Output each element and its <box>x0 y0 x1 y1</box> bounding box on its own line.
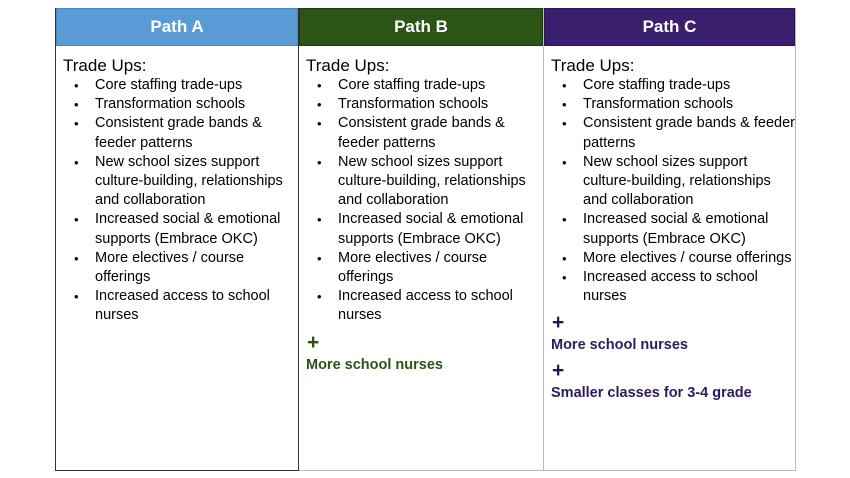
list-item: • Increased social & emotional supports (Embrace OKC) <box>551 210 795 248</box>
list-item: • Transformation schools <box>306 95 543 114</box>
list-item: • Core staffing trade-ups <box>551 76 795 95</box>
list-item: • Increased access to school nurses <box>63 287 298 325</box>
trade-ups-title: Trade Ups: <box>551 56 635 75</box>
path-c-column <box>544 8 796 471</box>
list-item: • New school sizes support culture-building, relationships and collaboration <box>306 153 543 211</box>
addition-text: Smaller classes for 3-4 grade <box>551 385 752 402</box>
list-item: • Increased social & emotional supports (Embrace OKC) <box>306 210 543 248</box>
trade-ups-title: Trade Ups: <box>306 56 390 75</box>
path-c-header: Path C <box>544 8 795 46</box>
list-item: • More electives / course offerings <box>551 249 795 268</box>
list-item: • Increased social & emotional supports (Embrace OKC) <box>63 210 298 248</box>
list-item: • More electives / course offerings <box>63 249 298 287</box>
trade-ups-list <box>306 76 543 326</box>
path-a-body <box>56 46 298 326</box>
addition-text: More school nurses <box>306 356 443 373</box>
trade-ups-list <box>63 76 298 326</box>
list-item: • Consistent grade bands & feeder patterns <box>551 114 795 152</box>
list-item: • Transformation schools <box>551 95 795 114</box>
list-item: • Increased access to school nurses <box>551 268 795 306</box>
list-item: • Consistent grade bands & feeder patterns <box>63 114 298 152</box>
path-a-header: Path A <box>56 8 298 46</box>
trade-ups-list <box>551 76 795 306</box>
list-item: • Core staffing trade-ups <box>306 76 543 95</box>
path-b-header: Path B <box>299 8 543 46</box>
list-item: • Transformation schools <box>63 95 298 114</box>
list-item: • New school sizes support culture-building, relationships and collaboration <box>63 153 298 211</box>
plus-sign: + <box>307 330 320 354</box>
list-item: • Core staffing trade-ups <box>63 76 298 95</box>
trade-ups-title: Trade Ups: <box>63 56 147 75</box>
list-item: • New school sizes support culture-building, relationships and collaboration <box>551 153 795 211</box>
list-item: • Consistent grade bands & feeder patterns <box>306 114 543 152</box>
list-item: • More electives / course offerings <box>306 249 543 287</box>
path-b-column <box>299 8 544 471</box>
path-a-column <box>55 8 299 471</box>
path-c-body <box>544 46 795 402</box>
plus-sign: + <box>552 311 565 335</box>
list-item: • Increased access to school nurses <box>306 287 543 325</box>
path-b-body <box>299 46 543 374</box>
plus-sign: + <box>552 359 565 383</box>
addition-text: More school nurses <box>551 337 688 354</box>
paths-comparison-table <box>55 8 796 471</box>
